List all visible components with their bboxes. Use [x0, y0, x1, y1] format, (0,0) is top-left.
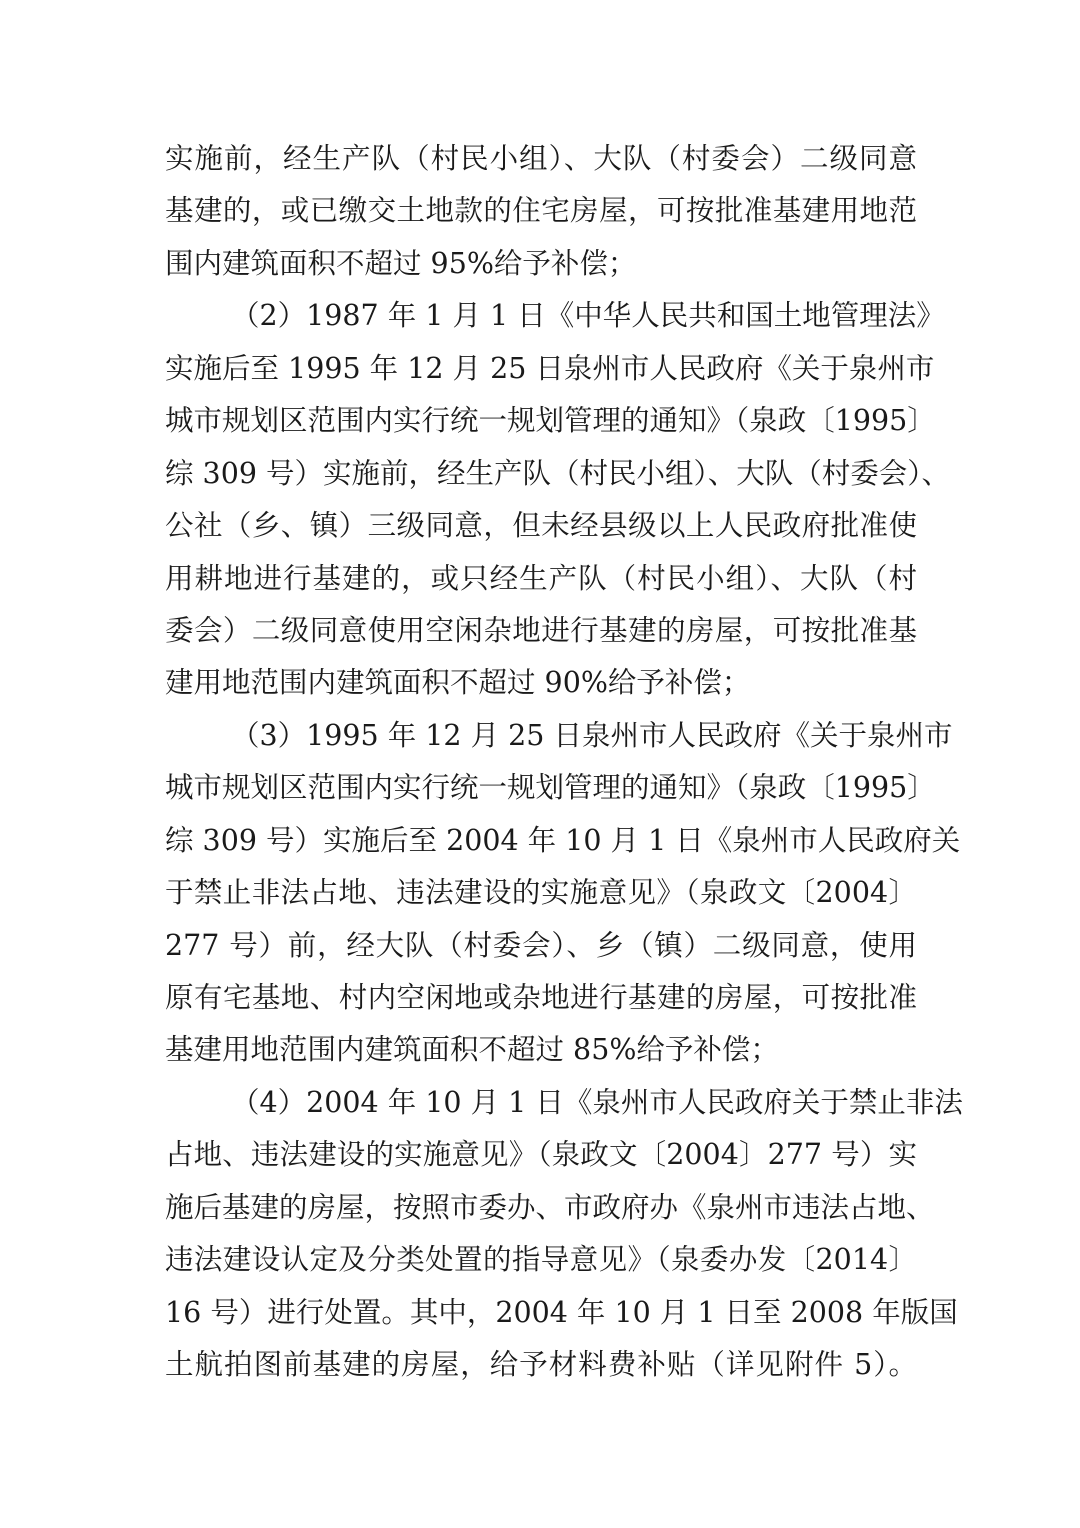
text-line: （3）1995 年 12 月 25 日泉州市人民政府《关于泉州市 [231, 718, 953, 752]
text-line: 违法建设认定及分类处置的指导意见》（泉委办发〔2014〕 [165, 1243, 917, 1277]
text-line: 综 309 号）实施前，经生产队（村民小组）、大队（村委会）、 [165, 456, 951, 490]
text-line: 围内建筑面积不超过 95%给予补偿； [165, 246, 637, 280]
text-line: （2）1987 年 1 月 1 日《中华人民共和国土地管理法》 [231, 299, 945, 333]
text-line: 于禁止非法占地、违法建设的实施意见》（泉政文〔2004〕 [165, 876, 917, 910]
text-line: 16 号）进行处置。其中，2004 年 10 月 1 日至 2008 年版国 [165, 1295, 958, 1329]
text-line: 综 309 号）实施后至 2004 年 10 月 1 日《泉州市人民政府关 [165, 823, 961, 857]
text-line: 实施后至 1995 年 12 月 25 日泉州市人民政府《关于泉州市 [165, 351, 935, 385]
text-line: 委会）二级同意使用空闲杂地进行基建的房屋，可按批准基 [165, 613, 917, 647]
text-line: 土航拍图前基建的房屋，给予材料费补贴（详见附件 5）。 [165, 1348, 917, 1382]
text-line: （4）2004 年 10 月 1 日《泉州市人民政府关于禁止非法 [231, 1085, 963, 1119]
text-line: 建用地范围内建筑面积不超过 90%给予补偿； [165, 666, 751, 700]
text-line: 基建用地范围内建筑面积不超过 85%给予补偿； [165, 1033, 779, 1067]
text-line: 原有宅基地、村内空闲地或杂地进行基建的房屋，可按批准 [165, 981, 917, 1014]
text-line: 公社（乡、镇）三级同意，但未经县级以上人民政府批准使 [165, 509, 917, 543]
text-line: 施后基建的房屋，按照市委办、市政府办《泉州市违法占地、 [165, 1190, 935, 1224]
text-line: 城市规划区范围内实行统一规划管理的通知》（泉政〔1995〕 [165, 771, 936, 805]
document-body-text [165, 133, 963, 1392]
text-line: 占地、违法建设的实施意见》（泉政文〔2004〕277 号）实 [165, 1138, 917, 1172]
text-line: 用耕地进行基建的，或只经生产队（村民小组）、大队（村 [165, 561, 917, 595]
text-line: 实施前，经生产队（村民小组）、大队（村委会）二级同意 [165, 142, 917, 175]
text-line: 基建的，或已缴交土地款的住宅房屋，可按批准基建用地范 [165, 194, 917, 228]
text-line: 城市规划区范围内实行统一规划管理的通知》（泉政〔1995〕 [165, 404, 936, 438]
text-line: 277 号）前，经大队（村委会）、乡（镇）二级同意，使用 [165, 928, 917, 962]
